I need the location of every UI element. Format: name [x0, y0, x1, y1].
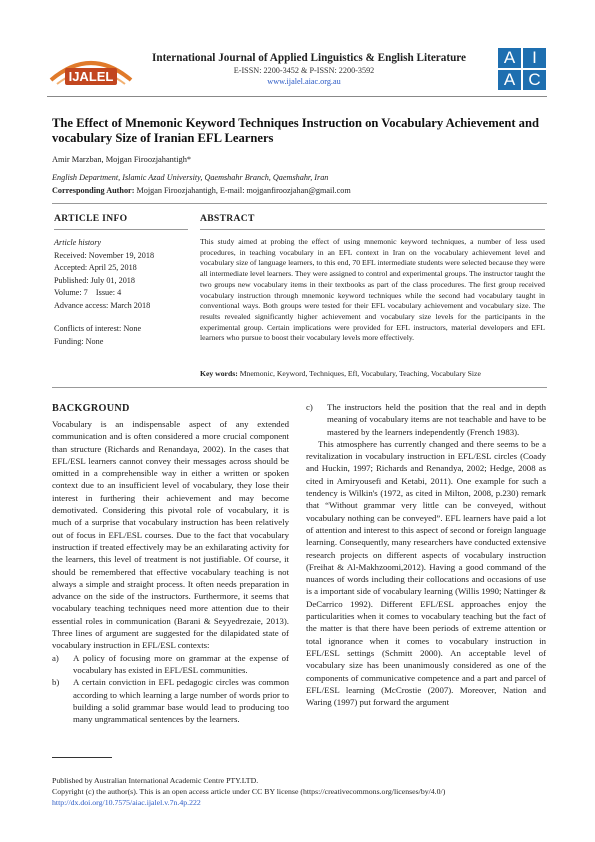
- left-column: [52, 418, 289, 725]
- copyright: Copyright (c) the author(s). This is an open access article under CC BY license (https://creativecommons.org/licenses/by/4.0/): [52, 787, 446, 797]
- corresponding-value: Mojgan Firoozjahantigh, E-mail: mojganfiroozjahan@gmail.com: [134, 186, 351, 195]
- accepted-date: Accepted: April 25, 2018: [54, 263, 137, 272]
- divider: [200, 229, 545, 230]
- article-info-heading: ARTICLE INFO: [54, 213, 128, 224]
- publisher: Published by Australian International Academic Centre PTY.LTD.: [52, 776, 259, 785]
- right-column: [306, 401, 546, 708]
- list-item: [306, 401, 546, 438]
- footnote-divider: [52, 757, 112, 758]
- published-date: Published: July 01, 2018: [54, 275, 135, 285]
- paragraph: Vocabulary is an indispensable aspect of any extended communication and is often considered a more crucial component than structure (Richards and Renandaya, 2002). In the cases that EFL/ESL learners cannot convey their messages across should be omitted in a comprehensible way in either a written or spoken context due to an insufficient level of vocabulary, they lose their interest in furthering their achievement and may become demotivated. Considering this pivotal role of vocabulary, it is much of a surprise that vocabulary instruction has been relatively out of focus in EFL/ESL courses. Due to the fact that vocabulary instruction if treated effectively may be an exhilarating activity for the learners, this level of treatment is not justifiable. Of course, it should be remembered that effective vocabulary teaching is not always a simple and straight process. It often needs preparation in advance on the side of the instructors. Furthermore, it seems that vocabulary teaching techniques need more attention due to their essential roles in communication (Barani & Seyyedrezaie, 2013). Three lines of argument are suggested for the dilapidated state of vocabulary instruction in EFL/ESL contexts:: [52, 419, 289, 651]
- journal-title: International Journal of Applied Linguistics & English Literature: [152, 52, 467, 64]
- abstract-text: This study aimed at probing the effect of using mnemonic keyword techniques, a number of less used procedures, in teaching vocabulary in an EFL context in Iran on the vocabulary achievement level and vocabulary size of language learners, to this end, 70 EFL intermediate students were selected because they were all intermediate level learners. They were assigned to control and experimental groups. The instructor taught the two groups new vocabulary items in their textbooks as part of the class procedures. The first group received vocabulary instruction through mnemonic keyword techniques while the second had vocabulary taught in conventional ways. Both groups were tested for their EFL vocabulary achievement and vocabulary size. The results revealed significantly higher achievement and vocabulary size levels for the participants in the experimental group. Certain implications were provided for EFL instructors, material developers and EFL learners who pursue to boost their vocabulary levels more effectively.: [200, 237, 545, 343]
- volume-issue: Volume: 7 Issue: 4: [54, 288, 122, 297]
- doi-link[interactable]: http://dx.doi.org/10.7575/aiac.ijalel.v.7n.4p.222: [52, 798, 201, 808]
- journal-url-link[interactable]: www.ijalel.aiac.org.au: [267, 77, 341, 86]
- aiac-letter: A: [498, 70, 521, 90]
- section-heading: BACKGROUND: [52, 403, 130, 414]
- corresponding-label: Corresponding Author:: [52, 186, 135, 195]
- article-title: The Effect of Mnemonic Keyword Techniques Instruction on Vocabulary Achievement and vocabulary Size of Iranian EFL Learners: [52, 116, 539, 145]
- keywords: [200, 369, 550, 378]
- history-label: Article history: [54, 238, 102, 247]
- article-info: [54, 237, 194, 348]
- funding: Funding: None: [54, 336, 104, 346]
- footer: [52, 775, 445, 809]
- paragraph: This atmosphere has currently changed and there seems to be a revitalization in vocabulary instruction in EFL/ESL circles (Coady and Huckin, 1997; Richards and Renandya, 2002; Hedge, 2008 as cited in Amiryousefi and Ketabi, 2011). One example for such a tendency is Wilkin's (1972, as cited in Milton, 2008, p.230) remark that “Without grammar very little can be conveyed, without vocabulary nothing can be conveyed”. EFL learners have paid a lot of attention and interest to this aspect of second or foreign language learning. Consequently, many researchers have conducted extensive research projects on different aspects of vocabulary instruction (Freihat & Al-Makhzoomi,2012). Having a good command of the nuances of words including their collocations and occasions of use is a important side of vocabulary learning (Willis 1990; Nattinger & DeCarrico 1992). Different EFL/ESL approaches enjoy the particularities when it comes to vocabulary teaching but the fact of the matter is that there have been periods of extreme attention or total ignorance when it comes to vocabulary instruction in EFL/ESL settings (Schmitt 2000). An acceptable level of vocabulary size has been unanimously considered as one of the components of communicative competence and a part and parcel of EFL/ESL learning (McCrostie (2007). Moreover, Nation and Waring (1997) put forward the argument: [306, 438, 546, 708]
- list-label: b): [52, 677, 60, 688]
- advance-access: Advance access: March 2018: [54, 300, 151, 310]
- divider: [54, 229, 188, 230]
- received-date: Received: November 19, 2018: [54, 250, 155, 260]
- keywords-label: Key words:: [200, 369, 238, 378]
- list-label: a): [52, 652, 59, 663]
- list-item: [52, 652, 289, 677]
- journal-logo: [47, 46, 135, 92]
- corresponding-author: [52, 186, 351, 195]
- list-item: [52, 676, 289, 725]
- issn: E-ISSN: 2200-3452 & P-ISSN: 2200-3592: [233, 66, 375, 75]
- authors: Amir Marzban, Mojgan Firoozjahantigh*: [52, 155, 192, 164]
- logo-text: IJALEL: [68, 69, 114, 84]
- divider: [52, 203, 547, 204]
- list-label: c): [306, 402, 313, 412]
- aiac-letter: C: [523, 70, 546, 90]
- conflicts-of-interest: Conflicts of interest: None: [54, 324, 142, 333]
- aiac-logo: [498, 48, 546, 90]
- aiac-letter: I: [523, 48, 546, 68]
- list-text: A certain conviction in EFL pedagogic circles was common according to which learning a large number of words prior to building a solid grammar base would lead to producing too many ungrammatical sentences by the learners.: [73, 677, 289, 725]
- aiac-letter: A: [498, 48, 521, 68]
- list-text: A policy of focusing more on grammar at the expense of vocabulary has existed in EFL/ESL communities.: [73, 652, 289, 675]
- abstract-heading: ABSTRACT: [200, 213, 255, 224]
- list-text: The instructors held the position that the real and in depth meaning of vocabulary items are not teachable and have to be mastered by the learners independently (French 1983).: [327, 402, 546, 437]
- keywords-list: Mnemonic, Keyword, Techniques, Efl, Vocabulary, Teaching, Vocabulary Size: [237, 369, 481, 378]
- divider: [47, 96, 547, 97]
- affiliation: English Department, Islamic Azad University, Qaemshahr Branch, Qaemshahr, Iran: [52, 173, 329, 182]
- divider: [52, 387, 547, 388]
